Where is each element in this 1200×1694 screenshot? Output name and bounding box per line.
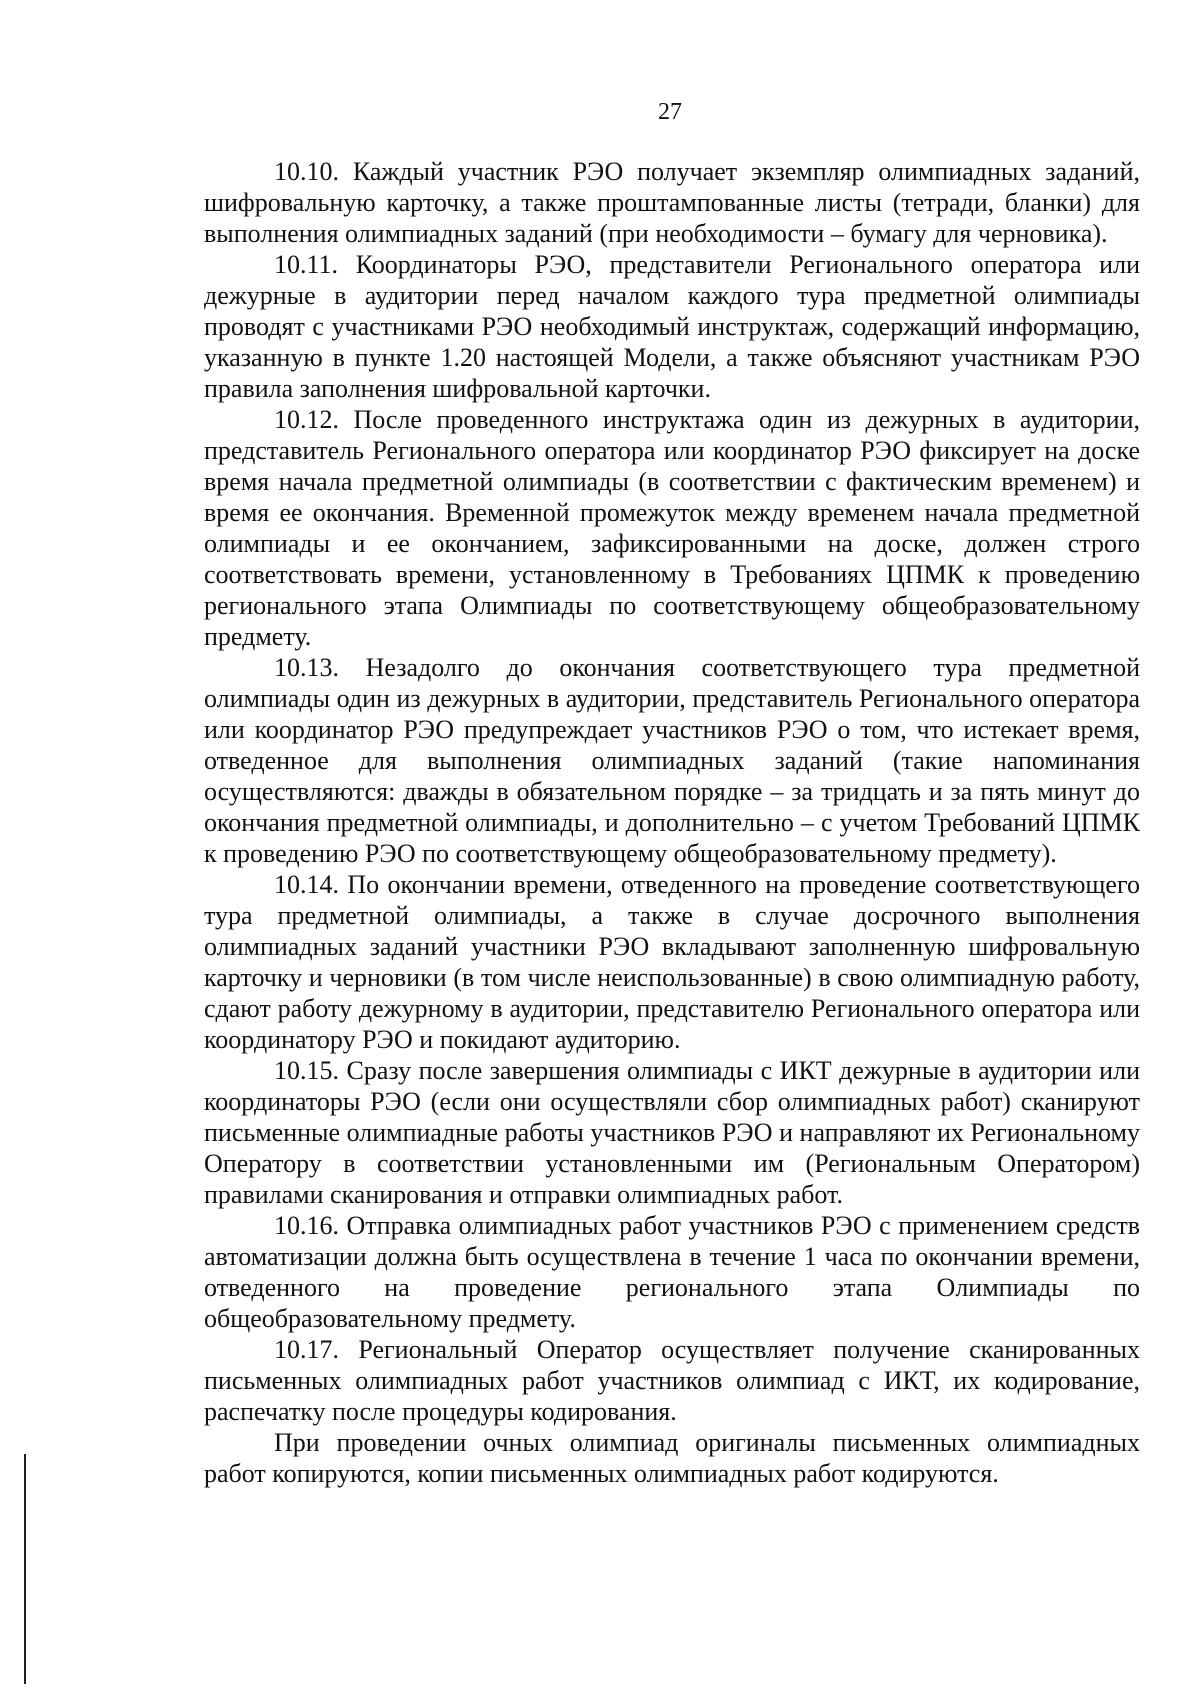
paragraph-10-15: 10.15. Сразу после завершения олимпиады с ИКТ дежурные в аудитории или координаторы РЭО (если они осуществляли сбор олимпиадных работ) сканируют письменные олимпиадные работы участников РЭО и направляют их Региональному Оператору в соответствии установленными им (Региональным Оператором) правилами сканирования и отправки олимпиадных работ. — [204, 1056, 1140, 1209]
paragraph-10-13: 10.13. Незадолго до окончания соответствующего тура предметной олимпиады один из дежурных в аудитории, представитель Регионального оператора или координатор РЭО предупреждает участников РЭО о том, что истекает время, отведенное для выполнения олимпиадных заданий (такие напоминания осуществляются: дважды в обязательном порядке – за тридцать и за пять минут до окончания предметной олимпиады, и дополнительно – с учетом Требований ЦПМК к проведению РЭО по соответствующему общеобразовательному предмету). — [204, 653, 1140, 868]
document-body — [204, 156, 1140, 1489]
paragraph-10-14: 10.14. По окончании времени, отведенного на проведение соответствующего тура предметной олимпиады, а также в случае досрочного выполнения олимпиадных заданий участники РЭО вкладывают заполненную шифровальную карточку и черновики (в том числе неиспользованные) в свою олимпиадную работу, сдают работу дежурному в аудитории, представителю Регионального оператора или координатору РЭО и покидают аудиторию. — [204, 870, 1140, 1054]
paragraph-10-12: 10.12. После проведенного инструктажа один из дежурных в аудитории, представитель Регионального оператора или координатор РЭО фиксирует на доске время начала предметной олимпиады (в соответствии с фактическим временем) и время ее окончания. Временной промежуток между временем начала предметной олимпиады и ее окончанием, зафиксированными на доске, должен строго соответствовать времени, установленному в Требованиях ЦПМК к проведению регионального этапа Олимпиады по соответствующему общеобразовательному предмету. — [204, 405, 1140, 651]
paragraph-copies-note: При проведении очных олимпиад оригиналы письменных олимпиадных работ копируются, копии письменных олимпиадных работ кодируются. — [204, 1428, 1140, 1488]
scan-margin-line — [24, 1454, 26, 1684]
page-number: 27 — [658, 99, 682, 125]
paragraph-10-17: 10.17. Региональный Оператор осуществляет получение сканированных письменных олимпиадных работ участников олимпиад с ИКТ, их кодирование, распечатку после процедуры кодирования. — [204, 1335, 1140, 1426]
paragraph-10-10: 10.10. Каждый участник РЭО получает экземпляр олимпиадных заданий, шифровальную карточку, а также проштампованные листы (тетради, бланки) для выполнения олимпиадных заданий (при необходимости – бумагу для черновика). — [204, 157, 1140, 248]
paragraph-10-16: 10.16. Отправка олимпиадных работ участников РЭО с применением средств автоматизации должна быть осуществлена в течение 1 часа по окончании времени, отведенного на проведение регионального этапа Олимпиады по общеобразовательному предмету. — [204, 1211, 1140, 1333]
paragraph-10-11: 10.11. Координаторы РЭО, представители Регионального оператора или дежурные в аудитории перед началом каждого тура предметной олимпиады проводят с участниками РЭО необходимый инструктаж, содержащий информацию, указанную в пункте 1.20 настоящей Модели, а также объясняют участникам РЭО правила заполнения шифровальной карточки. — [204, 250, 1140, 403]
